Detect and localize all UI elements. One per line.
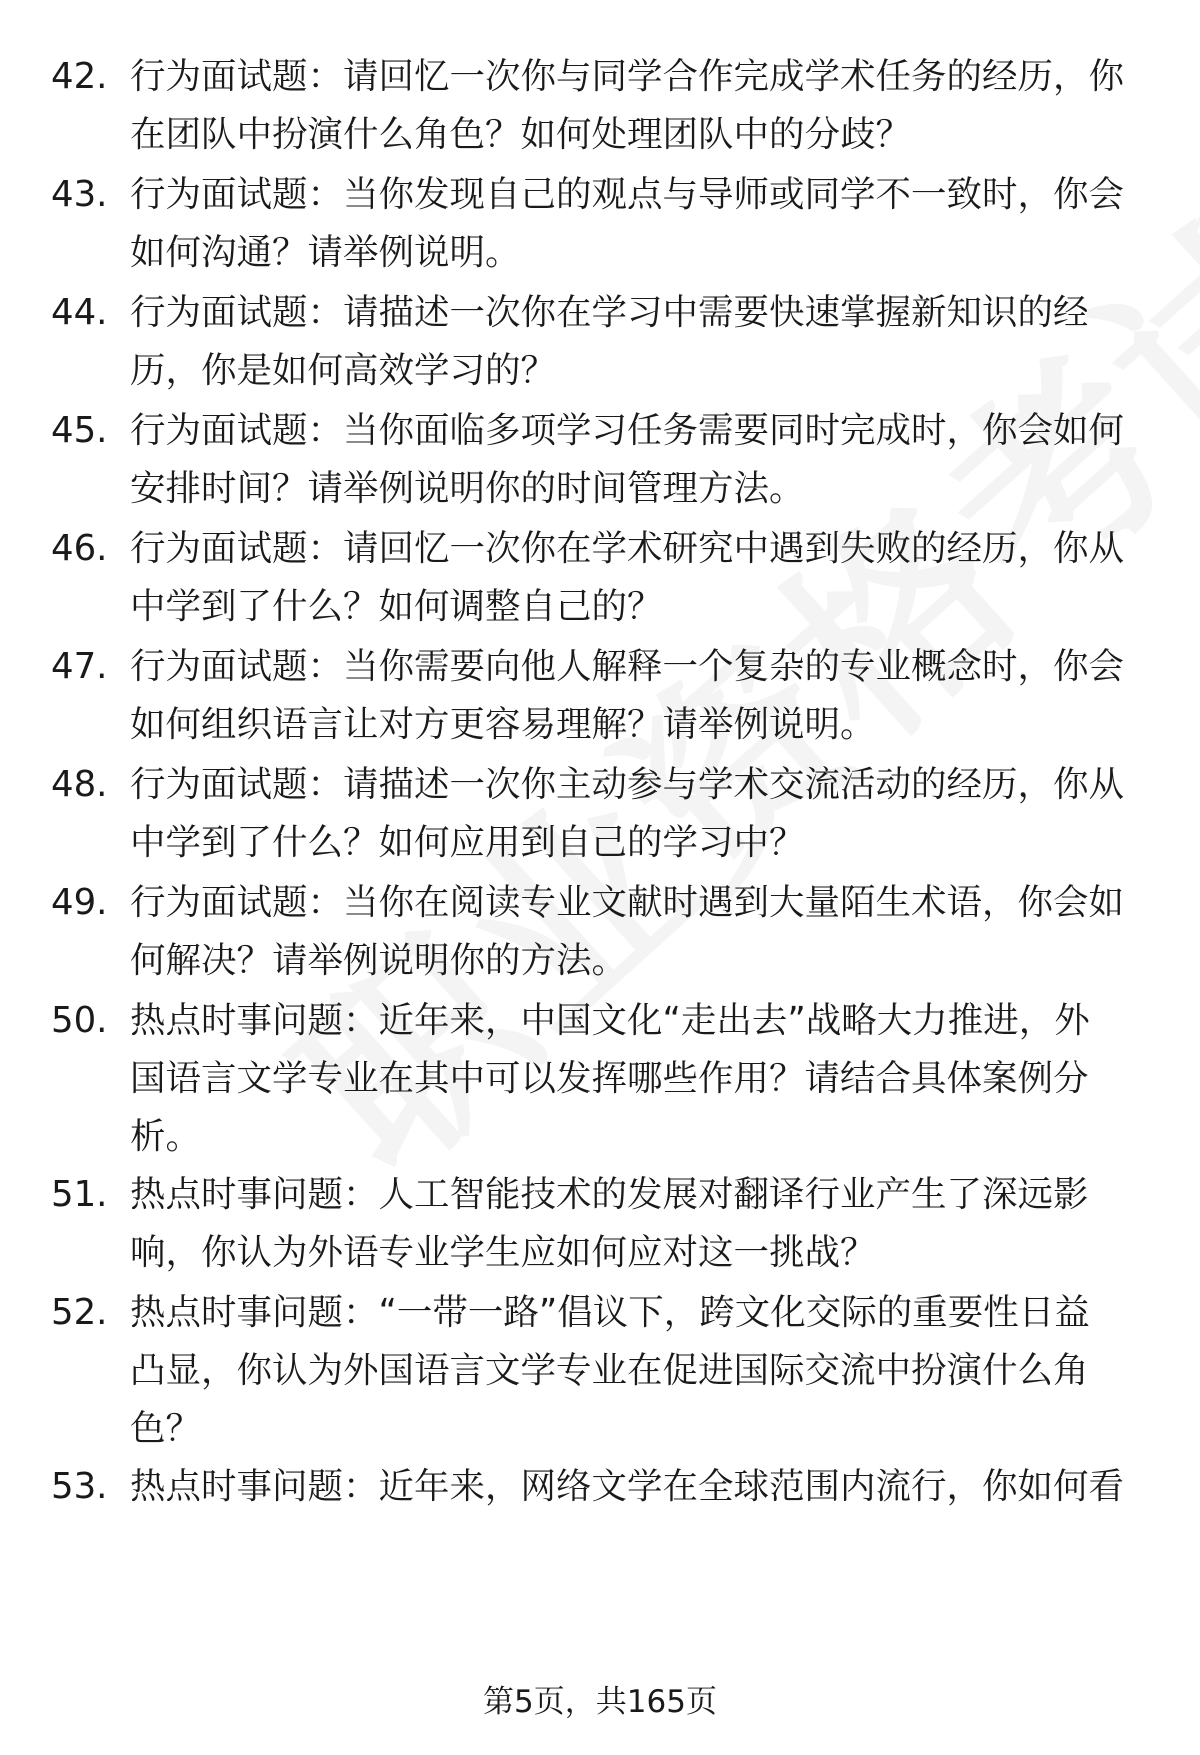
question-number: 42. — [51, 56, 108, 97]
question-line: 行为面试题：当你发现自己的观点与导师或同学不一致时，你会 — [130, 174, 1125, 215]
question-number: 52. — [51, 1292, 108, 1333]
question-number: 51. — [51, 1174, 108, 1215]
question-line: 行为面试题：请描述一次你在学习中需要快速掌握新知识的经 — [130, 292, 1089, 333]
question-line: 响，你认为外语专业学生应如何应对这一挑战？ — [130, 1232, 876, 1273]
page-footer: 第5页，共165页 — [483, 1684, 717, 1720]
question-number: 53. — [51, 1466, 108, 1507]
question-line: 在团队中扮演什么角色？如何处理团队中的分歧？ — [130, 114, 912, 155]
question-line: 安排时间？请举例说明你的时间管理方法。 — [130, 468, 805, 509]
question-line: 如何组织语言让对方更容易理解？请举例说明。 — [130, 704, 876, 745]
question-text — [130, 48, 1140, 164]
question-line: 凸显，你认为外国语言文学专业在促进国际交流中扮演什么角 — [130, 1350, 1089, 1391]
question-line: 析。 — [130, 1116, 202, 1157]
question-number: 50. — [51, 1000, 108, 1041]
question-line: 热点时事问题：人工智能技术的发展对翻译行业产生了深远影 — [130, 1174, 1089, 1215]
question-line: 行为面试题：请回忆一次你在学术研究中遇到失败的经历，你从 — [130, 528, 1125, 569]
question-text — [130, 284, 1140, 400]
question-line: 色？ — [130, 1408, 202, 1449]
question-line: 行为面试题：请回忆一次你与同学合作完成学术任务的经历，你 — [130, 56, 1125, 97]
question-text — [130, 756, 1140, 872]
question-line: 行为面试题：当你需要向他人解释一个复杂的专业概念时，你会 — [130, 646, 1125, 687]
question-line: 中学到了什么？如何应用到自己的学习中？ — [130, 822, 805, 863]
question-line: 行为面试题：当你在阅读专业文献时遇到大量陌生术语，你会如 — [130, 882, 1125, 923]
question-number: 45. — [51, 410, 108, 451]
question-number: 47. — [51, 646, 108, 687]
question-text — [130, 1284, 1140, 1458]
question-number: 49. — [51, 882, 108, 923]
question-text — [130, 520, 1140, 636]
question-text — [130, 1166, 1140, 1282]
question-line: 如何沟通？请举例说明。 — [130, 232, 521, 273]
question-line: 国语言文学专业在其中可以发挥哪些作用？请结合具体案例分 — [130, 1058, 1089, 1099]
question-number: 48. — [51, 764, 108, 805]
question-line: 热点时事问题：近年来，网络文学在全球范围内流行，你如何看 — [130, 1466, 1125, 1507]
question-line: 历，你是如何高效学习的？ — [130, 350, 557, 391]
question-text — [130, 402, 1140, 518]
question-text — [130, 1458, 1140, 1516]
question-line: 行为面试题：当你面临多项学习任务需要同时完成时，你会如何 — [130, 410, 1125, 451]
question-number: 44. — [51, 292, 108, 333]
question-line: 热点时事问题：近年来，中国文化“走出去”战略大力推进，外 — [130, 1000, 1090, 1041]
question-text — [130, 874, 1140, 990]
question-number: 46. — [51, 528, 108, 569]
question-text — [130, 166, 1140, 282]
question-line: 热点时事问题：“一带一路”倡议下，跨文化交际的重要性日益 — [130, 1292, 1090, 1333]
question-text — [130, 992, 1140, 1166]
question-line: 中学到了什么？如何调整自己的？ — [130, 586, 663, 627]
question-number: 43. — [51, 174, 108, 215]
question-line: 何解决？请举例说明你的方法。 — [130, 940, 628, 981]
question-text — [130, 638, 1140, 754]
question-line: 行为面试题：请描述一次你主动参与学术交流活动的经历，你从 — [130, 764, 1125, 805]
